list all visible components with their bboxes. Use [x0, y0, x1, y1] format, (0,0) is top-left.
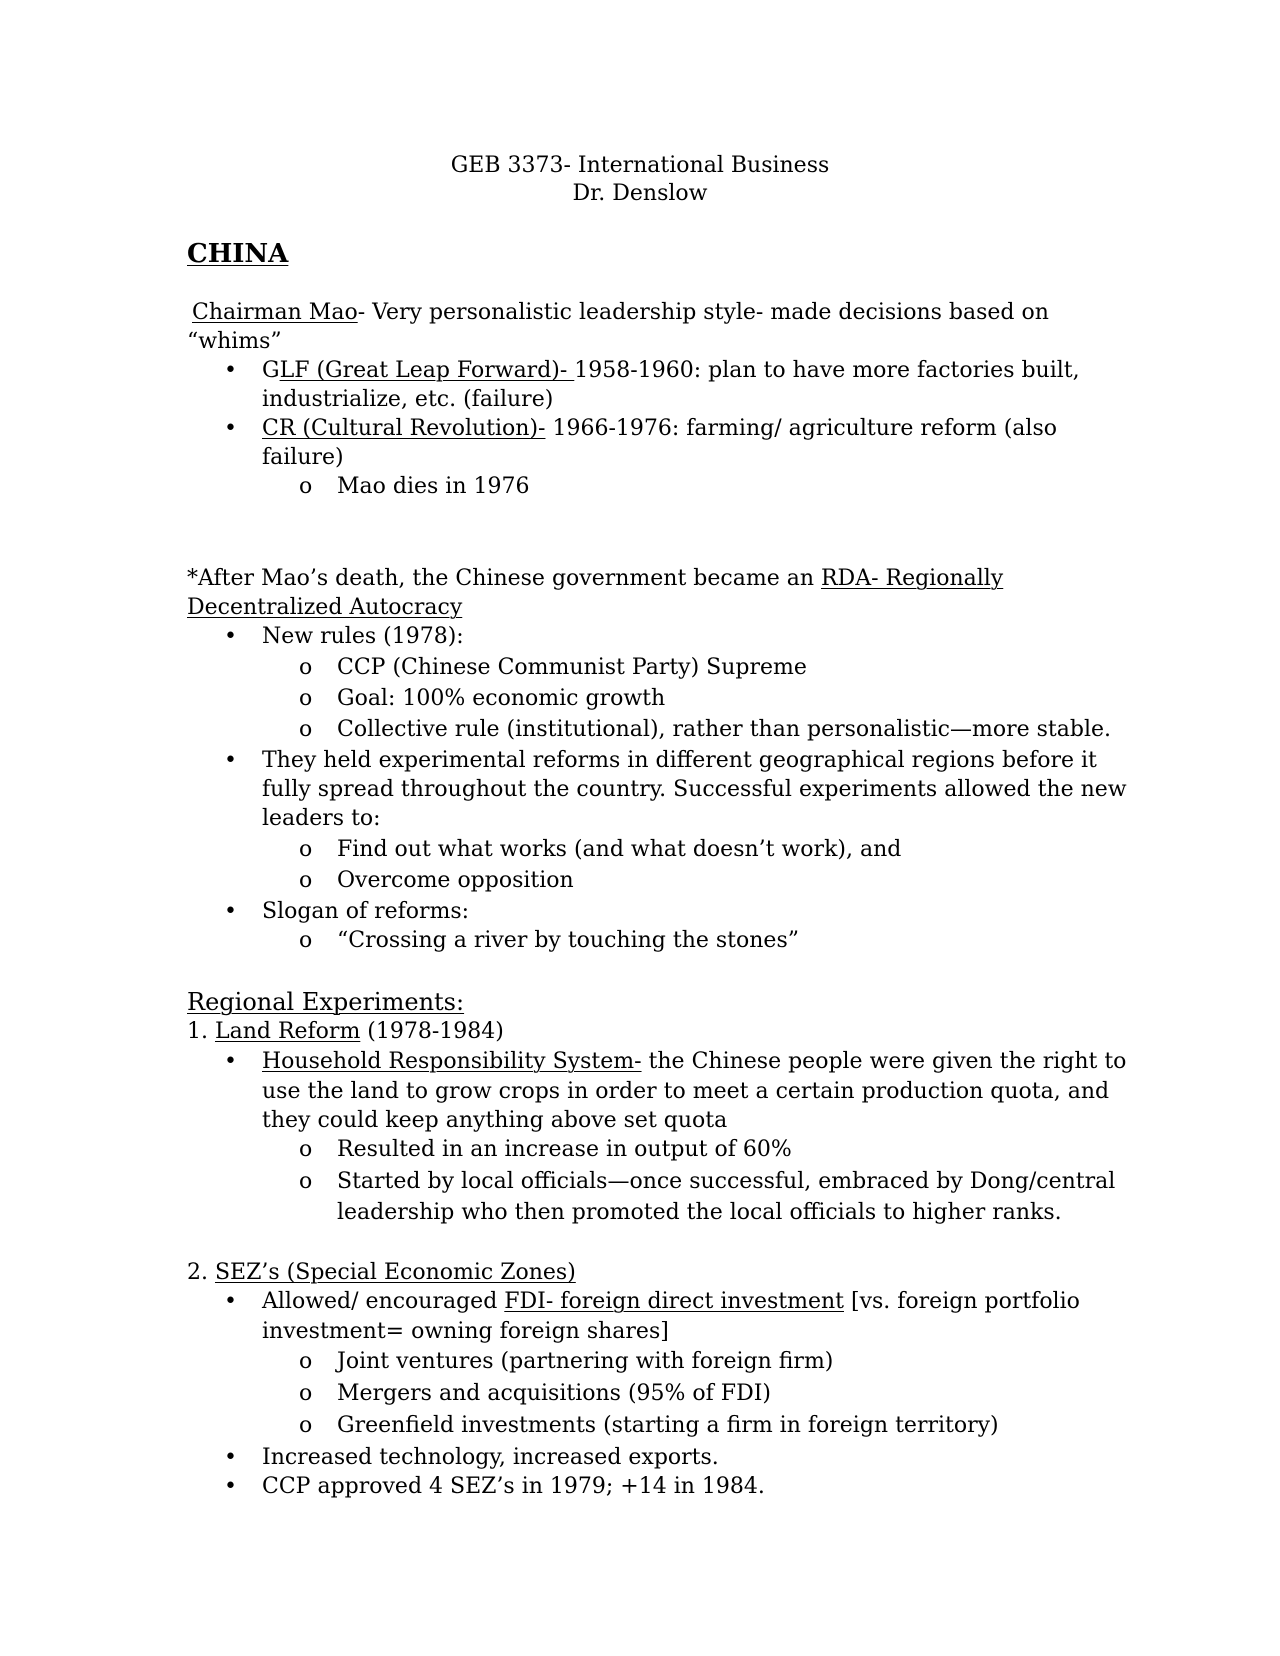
sub-bullet-icon: o	[299, 1169, 313, 1194]
hrs-sub-item-cont: leadership who then promoted the local officials to higher ranks.	[337, 1200, 1062, 1225]
fdi-item: Allowed/ encouraged FDI- foreign direct investment [vs. foreign portfolio	[262, 1289, 1080, 1314]
rule-item: Goal: 100% economic growth	[337, 686, 666, 711]
bullet-icon: •	[224, 899, 237, 924]
glf-item: GLF (Great Leap Forward)- 1958-1960: plan to have more factories built,	[262, 358, 1080, 383]
course-title: GEB 3373- International Business	[450, 153, 830, 178]
mao-paragraph-line-1: Chairman Mao- Very personalistic leadership style- made decisions based on	[192, 300, 1049, 325]
experiments-sub-item: Find out what works (and what doesn’t work), and	[337, 837, 902, 862]
mao-paragraph-line-2: “whims”	[187, 329, 282, 354]
sub-bullet-icon: o	[299, 717, 313, 742]
hrs-item-cont: use the land to grow crops in order to meet a certain production quota, and	[262, 1079, 1110, 1104]
cr-item: CR (Cultural Revolution)- 1966-1976: farming/ agriculture reform (also	[262, 416, 1057, 441]
experiments-sub-item: Overcome opposition	[337, 868, 574, 893]
mao-death-item: Mao dies in 1976	[337, 474, 530, 499]
fdi-term: FDI- foreign direct investment	[504, 1289, 844, 1314]
instructor-name: Dr. Denslow	[572, 181, 708, 206]
sub-bullet-icon: o	[299, 474, 313, 499]
glf-item-cont: industrialize, etc. (failure)	[262, 387, 554, 412]
bullet-icon: •	[224, 748, 237, 773]
experiments-item-cont: leaders to:	[262, 806, 381, 831]
sub-bullet-icon: o	[299, 837, 313, 862]
fdi-item-cont: investment= owning foreign shares]	[262, 1319, 669, 1344]
new-rules-item: New rules (1978):	[262, 624, 464, 649]
land-reform-heading: 1. Land Reform (1978-1984)	[187, 1019, 504, 1044]
hrs-sub-item: Resulted in an increase in output of 60%	[337, 1137, 792, 1162]
bullet-icon: •	[224, 1049, 237, 1074]
rda-paragraph-line-2: Decentralized Autocracy	[187, 595, 463, 620]
sub-bullet-icon: o	[299, 655, 313, 680]
bullet-icon: •	[224, 1474, 237, 1499]
experiments-item: They held experimental reforms in different geographical regions before it	[262, 748, 1097, 773]
hrs-term: Household Responsibility System-	[262, 1049, 642, 1074]
sub-bullet-icon: o	[299, 868, 313, 893]
cr-term: CR (Cultural Revolution)-	[262, 416, 546, 441]
sez-heading: 2. SEZ’s (Special Economic Zones)	[187, 1260, 576, 1285]
fdi-sub-item: Mergers and acquisitions (95% of FDI)	[337, 1381, 771, 1406]
mao-term: Chairman Mao	[192, 300, 358, 325]
section-title: CHINA	[187, 239, 289, 269]
tech-item: Increased technology, increased exports.	[262, 1445, 719, 1470]
regional-heading: Regional Experiments:	[187, 988, 465, 1016]
experiments-item-cont: fully spread throughout the country. Successful experiments allowed the new	[262, 777, 1127, 802]
slogan-quote: “Crossing a river by touching the stones”	[337, 928, 799, 953]
sub-bullet-icon: o	[299, 1381, 313, 1406]
bullet-icon: •	[224, 1445, 237, 1470]
sub-bullet-icon: o	[299, 928, 313, 953]
cr-item-cont: failure)	[262, 445, 344, 470]
fdi-sub-item: Greenfield investments (starting a firm in foreign territory)	[337, 1413, 999, 1438]
ccp-item: CCP approved 4 SEZ’s in 1979; +14 in 1984.	[262, 1474, 765, 1499]
rule-item: Collective rule (institutional), rather than personalistic—more stable.	[337, 717, 1111, 742]
bullet-icon: •	[224, 1289, 237, 1314]
rda-term: RDA- Regionally	[820, 566, 1004, 591]
bullet-icon: •	[224, 358, 237, 383]
sub-bullet-icon: o	[299, 686, 313, 711]
hrs-item: Household Responsibility System- the Chinese people were given the right to	[262, 1049, 1127, 1074]
bullet-icon: •	[224, 416, 237, 441]
rda-paragraph-line-1: *After Mao’s death, the Chinese government became an RDA- Regionally	[187, 566, 1004, 591]
rule-item: CCP (Chinese Communist Party) Supreme	[337, 655, 807, 680]
fdi-sub-item: Joint ventures (partnering with foreign firm)	[337, 1349, 834, 1374]
sub-bullet-icon: o	[299, 1413, 313, 1438]
bullet-icon: •	[224, 624, 237, 649]
land-reform-term: Land Reform	[214, 1019, 361, 1044]
hrs-item-cont: they could keep anything above set quota	[262, 1108, 728, 1133]
hrs-sub-item: Started by local officials—once successful, embraced by Dong/central	[337, 1169, 1116, 1194]
sub-bullet-icon: o	[299, 1137, 313, 1162]
sez-term: SEZ’s (Special Economic Zones)	[214, 1260, 576, 1285]
glf-term: LF (Great Leap Forward)-	[279, 358, 575, 383]
sub-bullet-icon: o	[299, 1349, 313, 1374]
slogan-item: Slogan of reforms:	[262, 899, 470, 924]
